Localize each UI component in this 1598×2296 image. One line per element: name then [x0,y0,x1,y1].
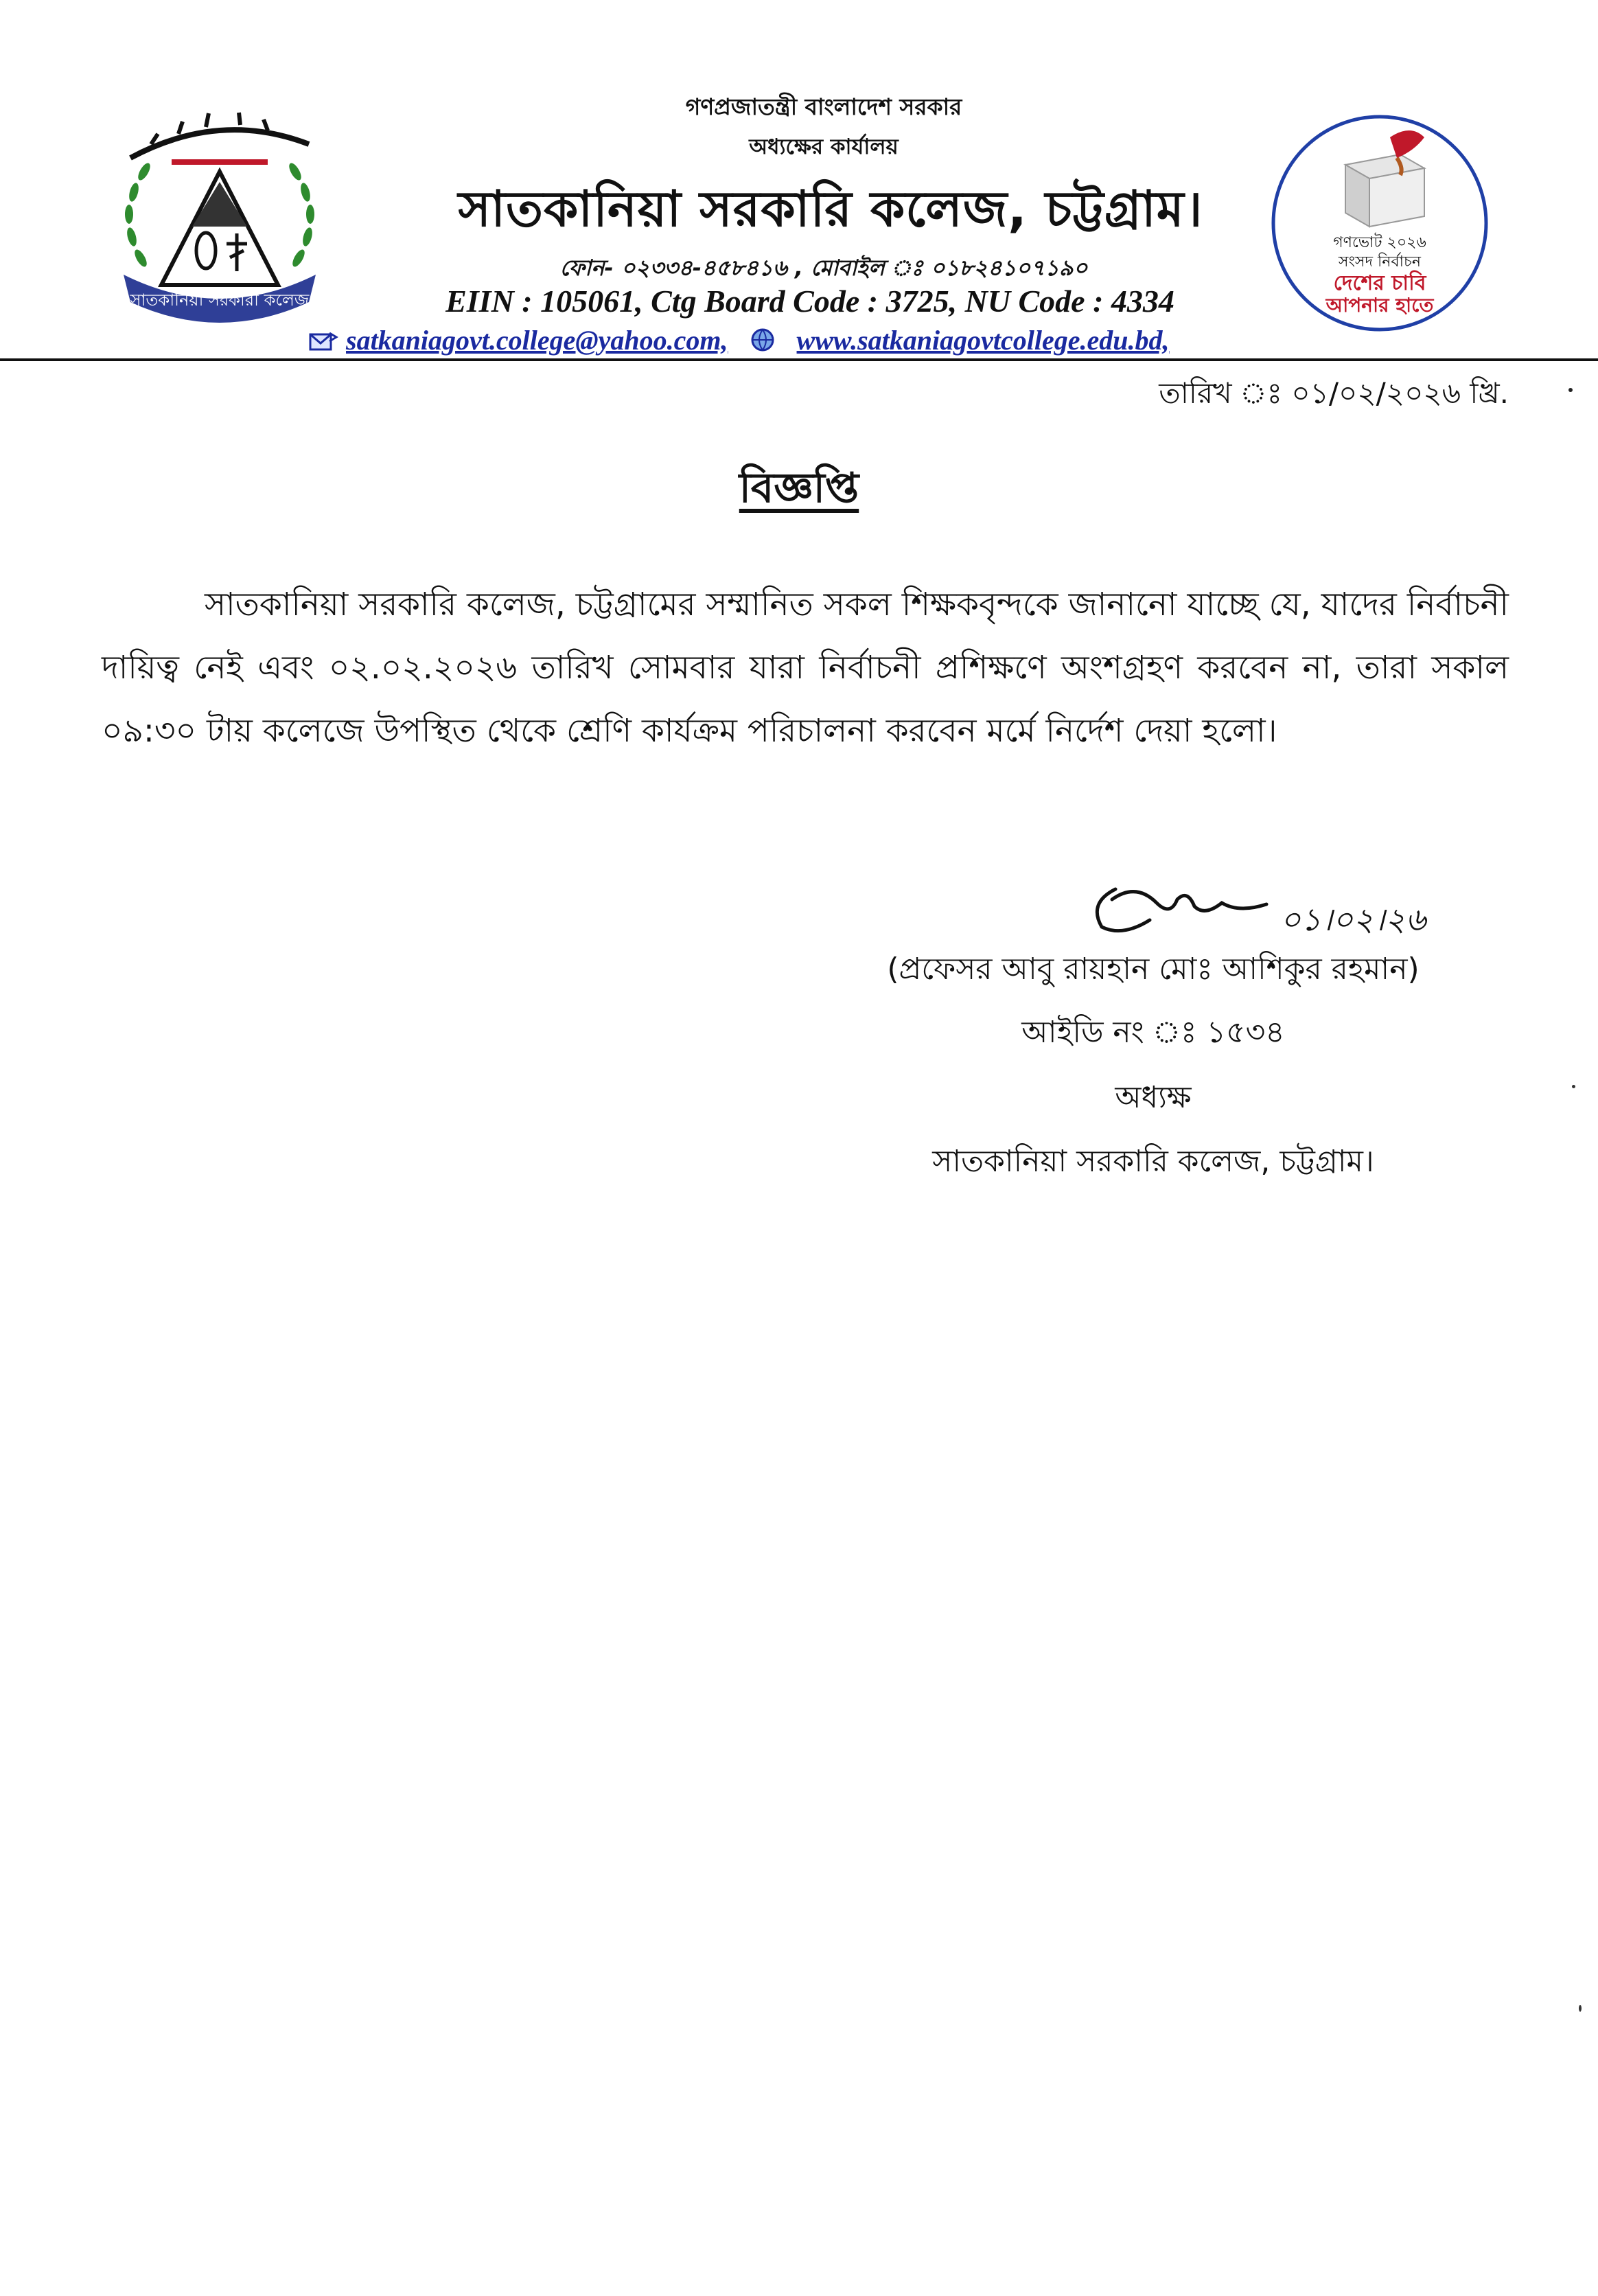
logo-line-4: আপনার হাতে [1325,294,1434,317]
signatory-id: আইডি নং ঃ ১৫৩৪ [1021,1015,1285,1050]
college-logo [103,96,336,330]
contact-line [309,324,1407,360]
college-title: সাতকানিয়া সরকারি কলেজ, চট্টগ্রাম। [458,180,1203,238]
signatory-designation: অধ্যক্ষ [1115,1080,1192,1115]
notice-title-text: বিজ্ঞপ্তি [739,464,859,512]
globe-icon [749,326,776,360]
notice-body: সাতকানিয়া সরকারি কলেজ, চট্টগ্রামের সম্মানিত সকল শিক্ষকবৃন্দকে জানানো যাচ্ছে যে, যাদের নির্বাচনী দায়িত্ব নেই এবং ০২.০২.২০২৬ তারিখ সোমবার যারা নির্বাচনী প্রশিক্ষণে অংশগ্রহণ করবেন না, তারা সকাল ০৯:৩০ টায় কলেজে উপস্থিত থেকে শ্রেণি কার্যক্রম পরিচালনা করবেন মর্মে নির্দেশ দেয়া হলো। [102,586,1509,750]
signatory-institution: সাতকানিয়া সরকারি কলেজ, চট্টগ্রাম। [932,1144,1374,1179]
email-icon [309,327,339,359]
email-link[interactable]: satkaniagovt.college@yahoo.com, [346,325,728,356]
logo-line-1: গণভোট ২০২৬ [1333,234,1426,251]
scan-speck [1579,2005,1582,2012]
notice-date: তারিখ ঃ ০১/০২/২০২৬ খ্রি. [1159,376,1509,410]
header-divider [0,358,1598,361]
office-line: অধ্যক্ষের কার্যালয় [749,135,899,159]
logo-line-2: সংসদ নির্বাচন [1338,253,1422,271]
website-link[interactable]: www.satkaniagovtcollege.edu.bd, [796,325,1170,356]
handwritten-date: ০১।০২।২৬ [1280,901,1426,938]
logo-ribbon-text: সাতকানিয়া সরকারী কলেজ [130,290,310,310]
signature-icon [1074,862,1514,944]
signatory-name: (প্রফেসর আবু রায়হান মোঃ আশিকুর রহমান) [887,952,1420,987]
phone-line: ফোন- ০২৩৩৪-৪৫৮৪১৬ , মোবাইল ঃ ০১৮২৪১০৭১৯০ [559,255,1088,281]
notice-title [0,457,1598,525]
election-2026-logo [1263,110,1496,336]
institution-codes: EIIN : 105061, Ctg Board Code : 3725, NU Code : 4334 [445,284,1174,319]
scan-speck [1572,1085,1575,1088]
logo-line-3: দেশের চাবি [1333,271,1426,295]
scan-speck [1568,388,1573,392]
govt-line: গণপ্রজাতন্ত্রী বাংলাদেশ সরকার [685,93,962,120]
